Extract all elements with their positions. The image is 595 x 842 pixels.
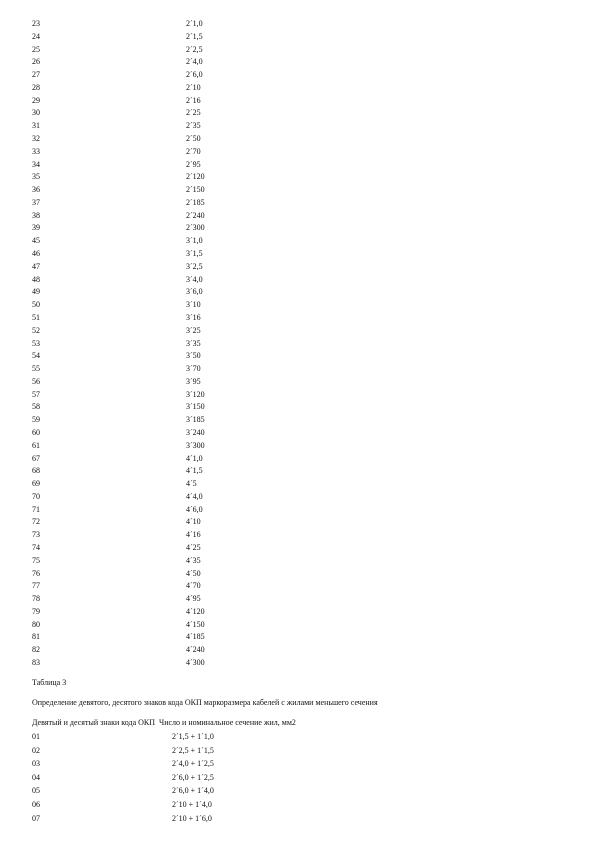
- code-cell: 55: [32, 364, 40, 374]
- cores-cell: 2´25: [186, 108, 201, 118]
- cores-cell: 4´35: [186, 555, 201, 565]
- cores-cell: 4´95: [186, 594, 201, 604]
- code-cell: 78: [32, 594, 40, 604]
- table-row: [0, 414, 595, 427]
- table-row: [0, 555, 595, 568]
- cores-cell: 2´95: [186, 159, 201, 169]
- cores-cell: 4´300: [186, 658, 205, 667]
- table-row: [0, 350, 595, 363]
- code-cell: 83: [32, 658, 40, 667]
- code-cell: 50: [32, 300, 40, 310]
- code-cell: 36: [32, 185, 40, 195]
- code-cell: 02: [32, 745, 40, 755]
- cores-cell: 4´4,0: [186, 491, 203, 501]
- table-row: [0, 210, 595, 223]
- table-row: [0, 363, 595, 376]
- code-cell: 79: [32, 606, 40, 616]
- cores-cell: 2´70: [186, 146, 201, 156]
- code-cell: 04: [32, 772, 40, 782]
- code-cell: 73: [32, 530, 40, 540]
- code-cell: 54: [32, 351, 40, 361]
- cores-cell: 4´185: [186, 632, 205, 642]
- table-row: [0, 338, 595, 351]
- code-cell: 33: [32, 146, 40, 156]
- code-cell: 30: [32, 108, 40, 118]
- table-row: [0, 171, 595, 184]
- table-3-header: [32, 717, 300, 729]
- code-cell: 38: [32, 210, 40, 220]
- code-cell: 29: [32, 95, 40, 105]
- cores-cell: 4´1,0: [186, 453, 203, 463]
- cores-cell: 2´120: [186, 172, 205, 182]
- cores-cell: 4´50: [186, 568, 201, 578]
- table-row: [0, 299, 595, 312]
- table-row: [0, 757, 595, 770]
- cores-cell: 2´1,5 + 1´1,0: [172, 732, 214, 741]
- table-row: [0, 580, 595, 593]
- code-cell: 53: [32, 338, 40, 348]
- table-row: [0, 542, 595, 555]
- code-cell: 26: [32, 57, 40, 67]
- code-cell: 59: [32, 415, 40, 425]
- table-row: [0, 606, 595, 619]
- code-cell: 67: [32, 453, 40, 463]
- code-cell: 31: [32, 121, 40, 131]
- code-cell: 03: [32, 759, 40, 769]
- cores-cell: 3´185: [186, 415, 205, 425]
- table-row: [0, 274, 595, 287]
- table-row: [0, 440, 595, 453]
- table-row: [0, 784, 595, 797]
- code-cell: 07: [32, 813, 40, 823]
- table-row: [0, 593, 595, 606]
- table-row: [0, 389, 595, 402]
- table-row: [0, 261, 595, 274]
- table-row: [0, 453, 595, 466]
- cores-cell: 3´2,5: [186, 261, 203, 271]
- cores-cell: 2´185: [186, 197, 205, 207]
- cores-cell: 3´1,0: [186, 236, 203, 246]
- cores-cell: 4´70: [186, 581, 201, 591]
- code-cell: 52: [32, 325, 40, 335]
- table-row: [0, 120, 595, 133]
- code-cell: 32: [32, 134, 40, 144]
- code-cell: 27: [32, 70, 40, 80]
- code-cell: 74: [32, 542, 40, 552]
- table-row: [0, 107, 595, 120]
- cores-cell: 3´95: [186, 376, 201, 386]
- code-cell: 46: [32, 249, 40, 259]
- cores-cell: 4´25: [186, 542, 201, 552]
- table-row: [0, 197, 595, 210]
- code-cell: 75: [32, 555, 40, 565]
- table-row: [0, 95, 595, 108]
- code-cell: 57: [32, 389, 40, 399]
- cores-cell: 2´50: [186, 134, 201, 144]
- cores-cell: 3´1,5: [186, 249, 203, 259]
- cores-cell: 2´10 + 1´6,0: [172, 813, 212, 823]
- table-row: [0, 516, 595, 529]
- table-3-header-cores: Число и номинальное сечение жил, мм2: [159, 718, 296, 727]
- code-cell: 49: [32, 287, 40, 297]
- cores-cell: 3´150: [186, 402, 205, 412]
- code-cell: 47: [32, 261, 40, 271]
- cores-cell: 2´6,0 + 1´2,5: [172, 772, 214, 782]
- cores-cell: 4´5: [186, 479, 197, 489]
- code-cell: 77: [32, 581, 40, 591]
- table-row: [0, 730, 595, 743]
- cores-cell: 3´35: [186, 338, 201, 348]
- table-row: [0, 18, 595, 31]
- table-row: [0, 568, 595, 581]
- cores-cell: 2´35: [186, 121, 201, 131]
- code-cell: 45: [32, 236, 40, 246]
- code-cell: 68: [32, 466, 40, 476]
- table-row: [0, 401, 595, 414]
- code-cell: 35: [32, 172, 40, 182]
- table-row: [0, 133, 595, 146]
- code-cell: 70: [32, 491, 40, 501]
- cores-cell: 2´6,0: [186, 70, 203, 80]
- table-row: [0, 478, 595, 491]
- table-row: [0, 491, 595, 504]
- table-row: [0, 286, 595, 299]
- code-cell: 48: [32, 274, 40, 284]
- cores-cell: 2´6,0 + 1´4,0: [172, 786, 214, 796]
- table-3-header-code: Девятый и десятый знаки кода ОКП: [32, 718, 156, 727]
- cores-cell: 2´16: [186, 95, 201, 105]
- cores-cell: 2´1,5: [186, 31, 203, 41]
- cores-cell: 3´25: [186, 325, 201, 335]
- cores-cell: 3´4,0: [186, 274, 203, 284]
- table-row: [0, 504, 595, 517]
- cores-cell: 2´4,0 + 1´2,5: [172, 759, 214, 769]
- cores-cell: 2´1,0: [186, 19, 203, 28]
- table-row: [0, 146, 595, 159]
- table-row: [0, 312, 595, 325]
- code-cell: 25: [32, 44, 40, 54]
- cores-cell: 3´120: [186, 389, 205, 399]
- table-row: [0, 69, 595, 82]
- cores-cell: 4´16: [186, 530, 201, 540]
- table-row: [0, 222, 595, 235]
- table-row: [0, 798, 595, 811]
- code-cell: 82: [32, 645, 40, 655]
- cores-cell: 3´240: [186, 427, 205, 437]
- table-row: [0, 325, 595, 338]
- cores-cell: 3´6,0: [186, 287, 203, 297]
- code-cell: 80: [32, 619, 40, 629]
- code-cell: 61: [32, 440, 40, 450]
- code-cell: 56: [32, 376, 40, 386]
- code-cell: 39: [32, 223, 40, 233]
- cores-cell: 2´2,5: [186, 44, 203, 54]
- table-row: [0, 82, 595, 95]
- cores-cell: 4´1,5: [186, 466, 203, 476]
- code-cell: 72: [32, 517, 40, 527]
- cores-cell: 3´16: [186, 312, 201, 322]
- table-row: [0, 771, 595, 784]
- code-cell: 51: [32, 312, 40, 322]
- cores-cell: 2´150: [186, 185, 205, 195]
- cores-cell: 2´10: [186, 82, 201, 92]
- table-row: [0, 31, 595, 44]
- table-row: [0, 812, 595, 825]
- cores-cell: 2´240: [186, 210, 205, 220]
- cores-cell: 4´150: [186, 619, 205, 629]
- table-row: [0, 56, 595, 69]
- cores-cell: 4´10: [186, 517, 201, 527]
- table-row: [0, 248, 595, 261]
- code-cell: 69: [32, 479, 40, 489]
- table-row: [0, 744, 595, 757]
- table-row: [0, 644, 595, 657]
- table-row: [0, 159, 595, 172]
- table-row: [0, 235, 595, 248]
- code-cell: 28: [32, 82, 40, 92]
- code-cell: 58: [32, 402, 40, 412]
- cores-cell: 4´120: [186, 606, 205, 616]
- table-row: [0, 184, 595, 197]
- code-cell: 05: [32, 786, 40, 796]
- cores-cell: 3´300: [186, 440, 205, 450]
- code-cell: 76: [32, 568, 40, 578]
- table-row: [0, 44, 595, 57]
- table-row: [0, 657, 595, 670]
- table-row: [0, 427, 595, 440]
- code-cell: 37: [32, 197, 40, 207]
- table-row: [0, 619, 595, 632]
- code-cell: 24: [32, 31, 40, 41]
- cores-cell: 2´2,5 + 1´1,5: [172, 745, 214, 755]
- cores-cell: 2´4,0: [186, 57, 203, 67]
- cores-cell: 2´10 + 1´4,0: [172, 800, 212, 809]
- table-row: [0, 465, 595, 478]
- cores-cell: 3´70: [186, 364, 201, 374]
- code-cell: 23: [32, 19, 40, 28]
- cores-cell: 2´300: [186, 223, 205, 233]
- code-cell: 71: [32, 504, 40, 514]
- code-cell: 81: [32, 632, 40, 642]
- table-row: [0, 529, 595, 542]
- code-cell: 01: [32, 732, 40, 741]
- table-3-caption: Определение девятого, десятого знаков кода ОКП маркоразмера кабелей с жилами меньшего сечения: [32, 698, 378, 707]
- code-cell: 34: [32, 159, 40, 169]
- table-row: [0, 376, 595, 389]
- cores-cell: 3´10: [186, 300, 201, 310]
- table-3-title: Таблица 3: [32, 678, 67, 687]
- cores-cell: 3´50: [186, 351, 201, 361]
- cores-cell: 4´6,0: [186, 504, 203, 514]
- cores-cell: 4´240: [186, 645, 205, 655]
- table-row: [0, 631, 595, 644]
- code-cell: 60: [32, 427, 40, 437]
- code-cell: 06: [32, 800, 40, 809]
